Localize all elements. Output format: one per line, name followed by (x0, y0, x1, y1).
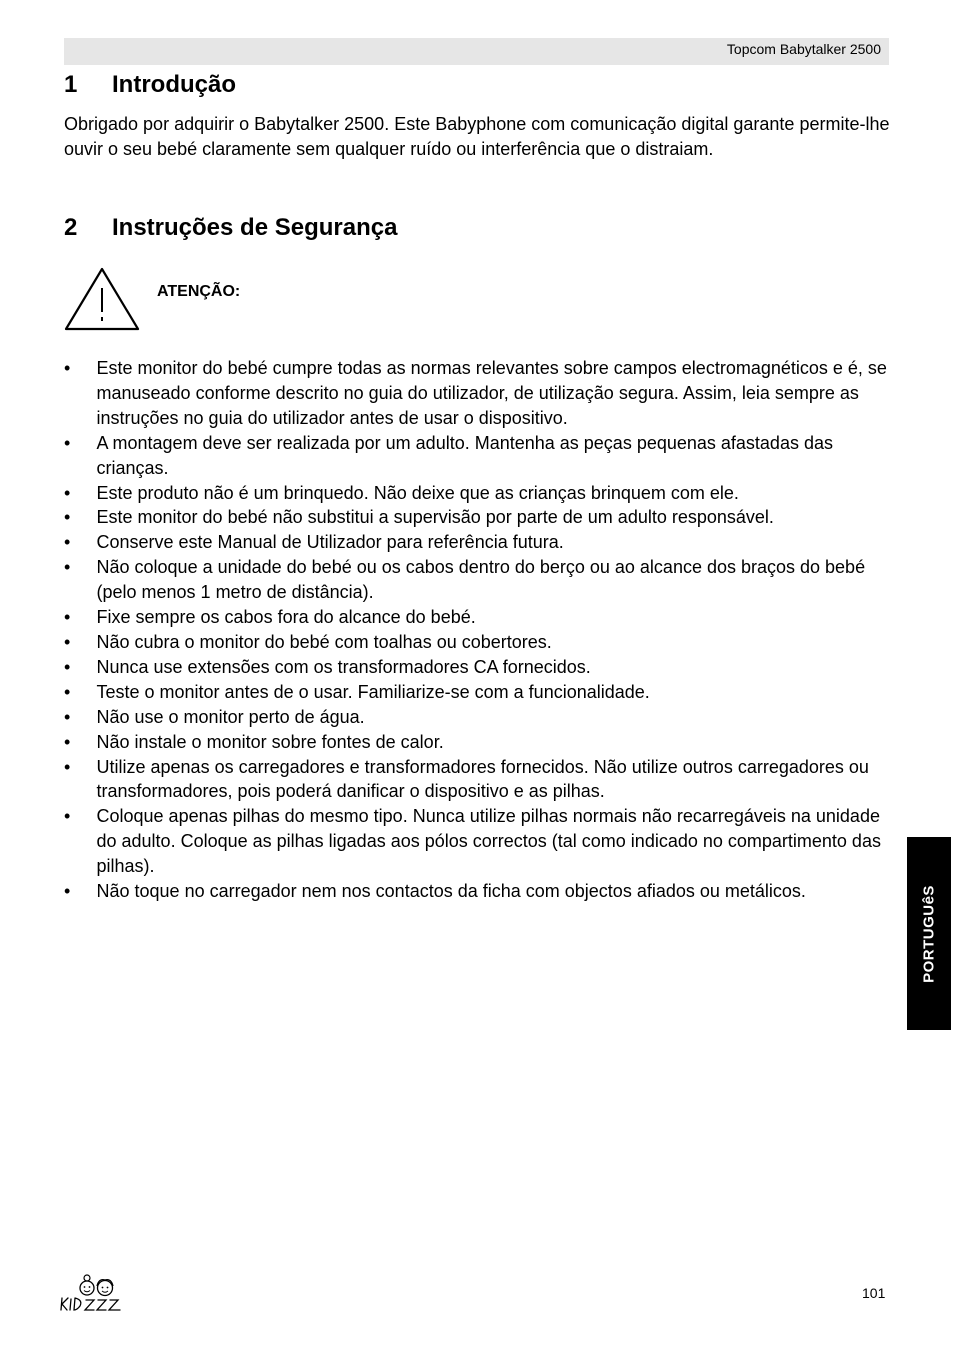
list-item: • Este monitor do bebé não substitui a supervisão por parte de um adulto responsável. (64, 505, 894, 530)
header-title: Topcom Babytalker 2500 (726, 41, 881, 57)
warning-triangle-icon (64, 266, 140, 332)
safety-instructions-list (64, 356, 894, 904)
list-item: • Este monitor do bebé cumpre todas as normas relevantes sobre campos electromagnéticos e é, se manuseado conforme descrito no guia do utilizador, de utilização segura. Assim, leia sempre as instruções no guia do utilizador antes de usar o dispositivo. (64, 356, 894, 431)
list-item: • Não toque no carregador nem nos contactos da ficha com objectos afiados ou metálicos. (64, 879, 894, 904)
header-bar (64, 38, 889, 65)
section-1-number: 1 (64, 71, 78, 98)
page-number: 101 (862, 1285, 886, 1301)
list-item: • A montagem deve ser realizada por um adulto. Mantenha as peças pequenas afastadas das crianças. (64, 431, 894, 481)
list-item: • Este produto não é um brinquedo. Não deixe que as crianças brinquem com ele. (64, 481, 894, 506)
section-1-title: Introdução (112, 71, 236, 98)
section-2-title: Instruções de Segurança (112, 214, 398, 241)
language-side-tab (907, 837, 951, 1030)
list-item: • Não use o monitor perto de água. (64, 705, 894, 730)
language-tab-label: PORTUGUêS (920, 884, 938, 983)
list-item: • Não cubra o monitor do bebé com toalhas ou cobertores. (64, 630, 894, 655)
intro-paragraph: Obrigado por adquirir o Babytalker 2500. Este Babyphone com comunicação digital garante permite-lhe ouvir o seu bebé claramente sem qualquer ruído ou interferência que o distraiam. (64, 114, 890, 159)
list-item: • Não coloque a unidade do bebé ou os cabos dentro do berço ou ao alcance dos braços do bebé (pelo menos 1 metro de distância). (64, 555, 894, 605)
list-item: • Coloque apenas pilhas do mesmo tipo. Nunca utilize pilhas normais não recarregáveis na unidade do adulto. Coloque as pilhas ligadas aos pólos correctos (tal como indicado no compartimento das pilhas). (64, 804, 894, 879)
list-item: • Não instale o monitor sobre fontes de calor. (64, 730, 894, 755)
list-item: • Conserve este Manual de Utilizador para referência futura. (64, 530, 894, 555)
warning-label: ATENÇÃO: (157, 283, 241, 300)
kidzzz-logo (58, 1272, 132, 1314)
section-2-number: 2 (64, 214, 78, 241)
list-item: • Utilize apenas os carregadores e transformadores fornecidos. Não utilize outros carregadores ou transformadores, pois poderá danificar o dispositivo e as pilhas. (64, 755, 894, 805)
list-item: • Nunca use extensões com os transformadores CA fornecidos. (64, 655, 894, 680)
list-item: • Fixe sempre os cabos fora do alcance do bebé. (64, 605, 894, 630)
list-item: • Teste o monitor antes de o usar. Familiarize-se com a funcionalidade. (64, 680, 894, 705)
